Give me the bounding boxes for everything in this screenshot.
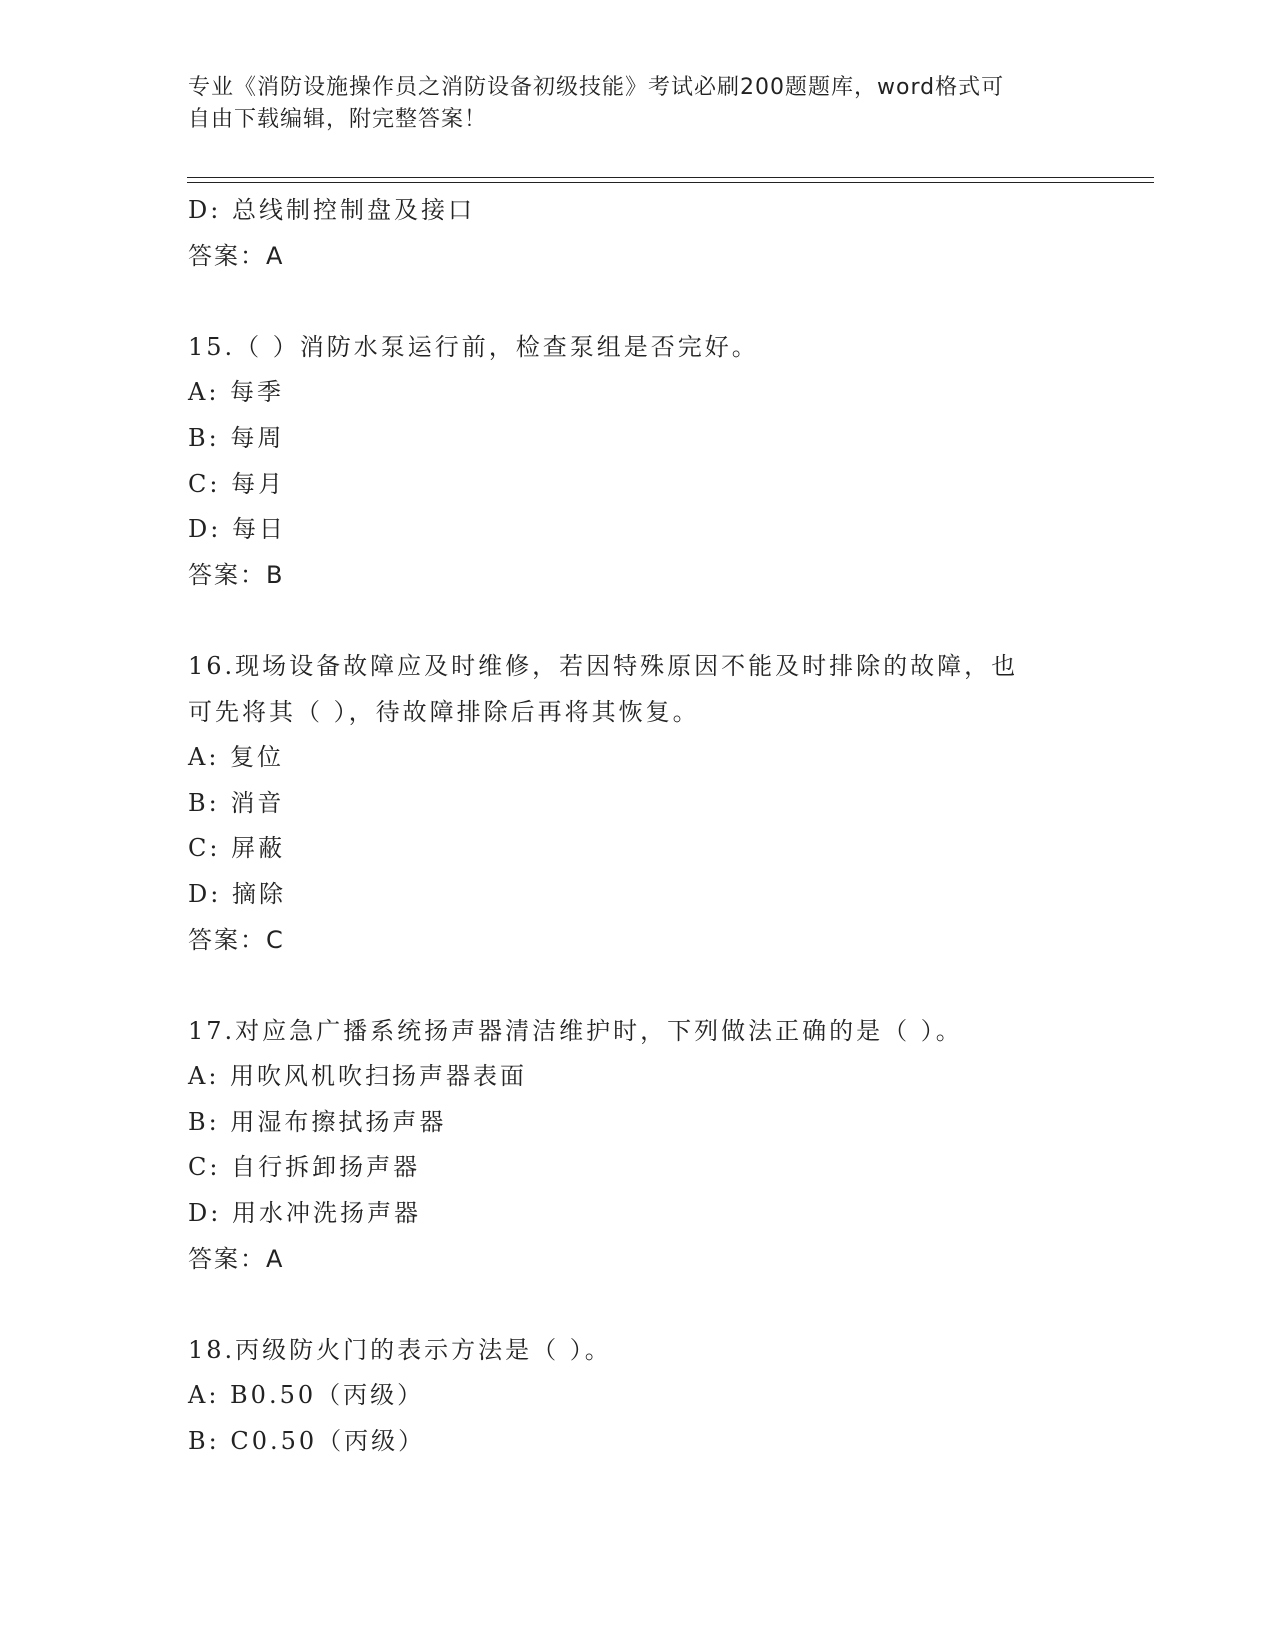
header-divider-top	[187, 177, 1154, 178]
header-line-1: 专业《消防设施操作员之消防设备初级技能》考试必刷200题题库，word格式可	[188, 75, 1005, 100]
question-stem: 15.（ ）消防水泵运行前，检查泵组是否完好。	[188, 332, 759, 361]
option-d: D: 每日	[188, 515, 286, 544]
option-b: B: 每周	[188, 423, 285, 452]
question-stem: 17.对应急广播系统扬声器清洁维护时，下列做法正确的是（ ）。	[188, 1016, 963, 1045]
option-c: C: 自行拆卸扬声器	[188, 1153, 421, 1182]
option-c: C: 每月	[188, 469, 286, 498]
option-b: B: C0.50（丙级）	[188, 1427, 426, 1456]
option-d: D: 总线制控制盘及接口	[188, 196, 475, 224]
spacer	[188, 963, 1148, 1009]
option-b: B: 用湿布擦拭扬声器	[188, 1107, 447, 1136]
option-b: B: 消音	[188, 788, 285, 817]
answer: 答案：B	[188, 560, 285, 589]
answer: 答案：A	[188, 1244, 285, 1273]
answer: 答案：A	[188, 241, 285, 270]
question-stem-continued: 可先将其（ ），待故障排除后再将其恢复。	[188, 697, 700, 726]
option-a: A: B0.50（丙级）	[188, 1381, 425, 1410]
spacer	[188, 598, 1148, 644]
header-line-2: 自由下载编辑，附完整答案！	[188, 107, 488, 132]
option-a: A: 用吹风机吹扫扬声器表面	[188, 1062, 528, 1091]
option-a: A: 每季	[188, 378, 285, 407]
question-17	[188, 1009, 1148, 1283]
question-stem: 18.丙级防火门的表示方法是（ ）。	[188, 1335, 612, 1364]
option-a: A: 复位	[188, 743, 285, 772]
question-18	[188, 1328, 1148, 1465]
question-16	[188, 644, 1148, 963]
spacer	[188, 1282, 1148, 1328]
spacer	[188, 279, 1148, 325]
header-divider-bottom	[187, 182, 1154, 183]
question-list	[188, 188, 1148, 1465]
question-15	[188, 325, 1148, 599]
option-c: C: 屏蔽	[188, 834, 286, 863]
answer: 答案：C	[188, 925, 285, 954]
option-d: D: 用水冲洗扬声器	[188, 1199, 421, 1228]
question-stem: 16.现场设备故障应及时维修，若因特殊原因不能及时排除的故障，也	[188, 651, 1019, 680]
option-d: D: 摘除	[188, 879, 286, 908]
document-header	[188, 72, 1088, 136]
